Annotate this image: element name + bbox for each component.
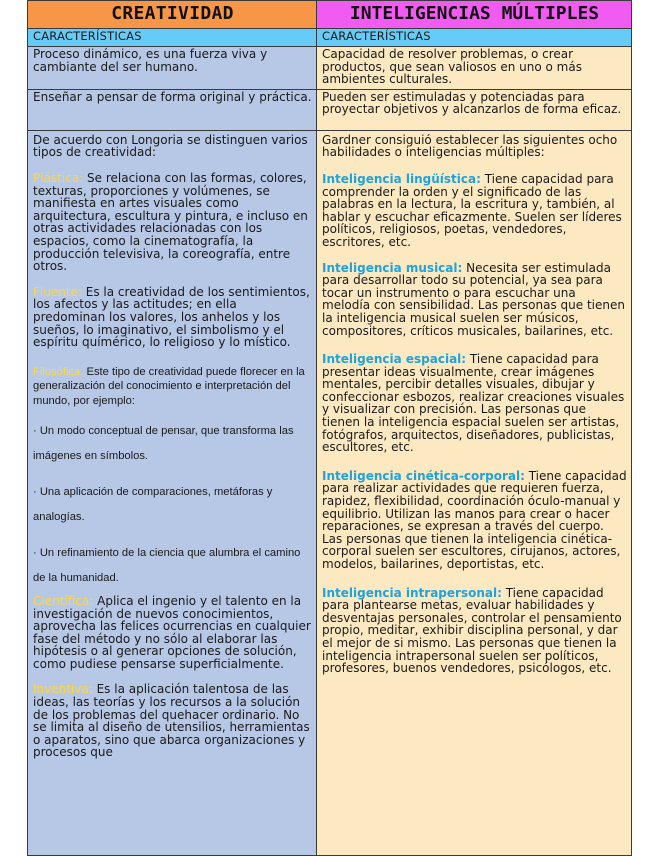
espacial-term: Inteligencia espacial:: [322, 352, 467, 367]
cientifica-term: Científica:: [33, 593, 94, 608]
table-row: [28, 47, 632, 90]
intrapersonal-paragraph: [322, 587, 627, 675]
inteligencias-cell: Pueden ser estimuladas y potenciadas para proyectar objetivos y alcanzarlos de forma eficaz.: [317, 89, 632, 130]
title-row: [28, 1, 632, 29]
inteligencias-cell: Capacidad de resolver problemas, o crear productos, que sean valiosos en uno o más ambientes culturales.: [317, 47, 632, 90]
inteligencias-subheader: CARACTERÍSTICAS: [317, 29, 632, 47]
inventiva-term: Inventiva:: [33, 682, 93, 697]
espacial-paragraph: [322, 353, 627, 454]
plastica-term: Plástica:: [33, 170, 84, 185]
creatividad-title: CREATIVIDAD: [28, 1, 317, 29]
creatividad-intro: De acuerdo con Longoria se distinguen varios tipos de creatividad:: [33, 133, 308, 160]
subheader-row: [28, 29, 632, 47]
linguistica-paragraph: [322, 173, 627, 249]
inventiva-text: Es la aplicación talentosa de las ideas, las teorías y los recursos a la solución de los problemas del quehacer ordinario. No se limita al diseño de utensilios, herramientas o aparatos, sino que abarca organizaciones y procesos que: [33, 682, 310, 760]
filosofica-text: Este tipo de creatividad puede florecer en la generalización del conocimiento e interpretación del mundo, por ejemplo:: [33, 365, 305, 407]
table-row: [28, 130, 632, 855]
cinetica-paragraph: [322, 470, 627, 571]
inventiva-paragraph: [33, 683, 312, 759]
inteligencias-title: INTELIGENCIAS MÚLTIPLES: [317, 1, 632, 29]
inteligencias-types-cell: [317, 130, 632, 855]
fluente-term: Fluente:: [33, 284, 82, 299]
creatividad-subheader: CARACTERÍSTICAS: [28, 29, 317, 47]
list-item: · Un refinamiento de la ciencia que alumbra el camino de la humanidad.: [33, 546, 301, 584]
cinetica-term: Inteligencia cinética-corporal:: [322, 468, 525, 483]
intrapersonal-term: Inteligencia intrapersonal:: [322, 585, 502, 600]
musical-term: Inteligencia musical:: [322, 260, 463, 275]
creatividad-cell: Proceso dinámico, es una fuerza viva y cambiante del ser humano.: [28, 47, 317, 90]
creatividad-types-cell: [28, 130, 317, 855]
cinetica-text: Tiene capacidad para realizar actividades que requieren fuerza, rapidez, flexibilidad, coordinación óculo-manual y equilibrio. Utilizan las manos para crear o hacer reparaciones, se expresan a través del cuerpo. Las personas que tienen la inteligencia cinética-corporal suelen ser escultores, cirujanos, actores, modelos, bailarines, deportistas, etc.: [322, 468, 627, 571]
list-item: · Una aplicación de comparaciones, metáforas y analogías.: [33, 485, 273, 523]
fluente-text: Es la creatividad de los sentimientos, los afectos y las actitudes; en ella predominan los valores, los anhelos y los sueños, lo imaginativo, el simbolismo y el espíritu químérico, lo religioso y lo místico.: [33, 284, 310, 350]
linguistica-text: Tiene capacidad para comprender la orden y el significado de las palabras en la lectura, la escritura y, también, al hablar y escuchar eficazmente. Suelen ser líderes políticos, religiosos, poetas, vendedores, escritores, etc.: [322, 171, 622, 249]
comparison-table: [27, 0, 632, 856]
cientifica-paragraph: [33, 595, 312, 671]
espacial-text: Tiene capacidad para presentar ideas visualmente, crear imágenes mentales, percibir detalles visuales, dibujar y confeccionar esbozos, realizar creaciones visuales y visualizar con precisión. Las personas que tienen la inteligencia espacial suelen ser artistas, fotógrafos, arquitectos, diseñadores, publicistas, escultores, etc.: [322, 352, 625, 455]
inteligencias-intro: Gardner consiguió establecer las siguientes ocho habilidades o inteligencias múltiples:: [322, 133, 618, 160]
filosofica-block: [33, 365, 312, 591]
musical-paragraph: [322, 262, 627, 338]
plastica-paragraph: [33, 172, 312, 273]
table-row: [28, 89, 632, 130]
filosofica-paragraph: [33, 365, 312, 408]
list-item: · Un modo conceptual de pensar, que transforma las imágenes en símbolos.: [33, 424, 294, 462]
inteligencias-types-content: [322, 134, 627, 852]
musical-text: Necesita ser estimulada para desarrollar todo su potencial, ya sea para tocar un instrumento o para escuchar una melodía con sensibilidad. Las personas que tienen la inteligencia musical suelen ser músicos, compositores, críticos musicales, bailarines, etc.: [322, 260, 625, 338]
plastica-text: Se relaciona con las formas, colores, texturas, proporciones y volúmenes, se manifiesta en artes visuales como arquitectura, escultura y pintura, e incluso en otras actividades relacionadas con los espacios, como la cinematografía, la producción televisiva, la coreografía, entre otros.: [33, 170, 308, 274]
intrapersonal-text: Tiene capacidad para plantearse metas, evaluar habilidades y desventajas personales, controlar el pensamiento propio, meditar, exhibir disciplina personal, y dar el mejor de si mismo. Las personas que tienen la inteligencia intrapersonal suelen ser políticos, profesores, buenos vendedores, psicólogos, etc.: [322, 585, 622, 676]
creatividad-cell: Enseñar a pensar de forma original y práctica.: [28, 89, 317, 130]
fluente-paragraph: [33, 286, 312, 349]
cientifica-text: Aplica el ingenio y el talento en la investigación de nuevos conocimientos, aprovecha las felices ocurrencias en cualquier fase del método y no sólo al elaborar las hipótesis o al generar opciones de solución, como pudiese pensarse superficialmente.: [33, 593, 311, 671]
filosofica-term: Filosófica:: [33, 365, 84, 378]
creatividad-types-content: [33, 134, 312, 852]
linguistica-term: Inteligencia lingüística:: [322, 171, 481, 186]
